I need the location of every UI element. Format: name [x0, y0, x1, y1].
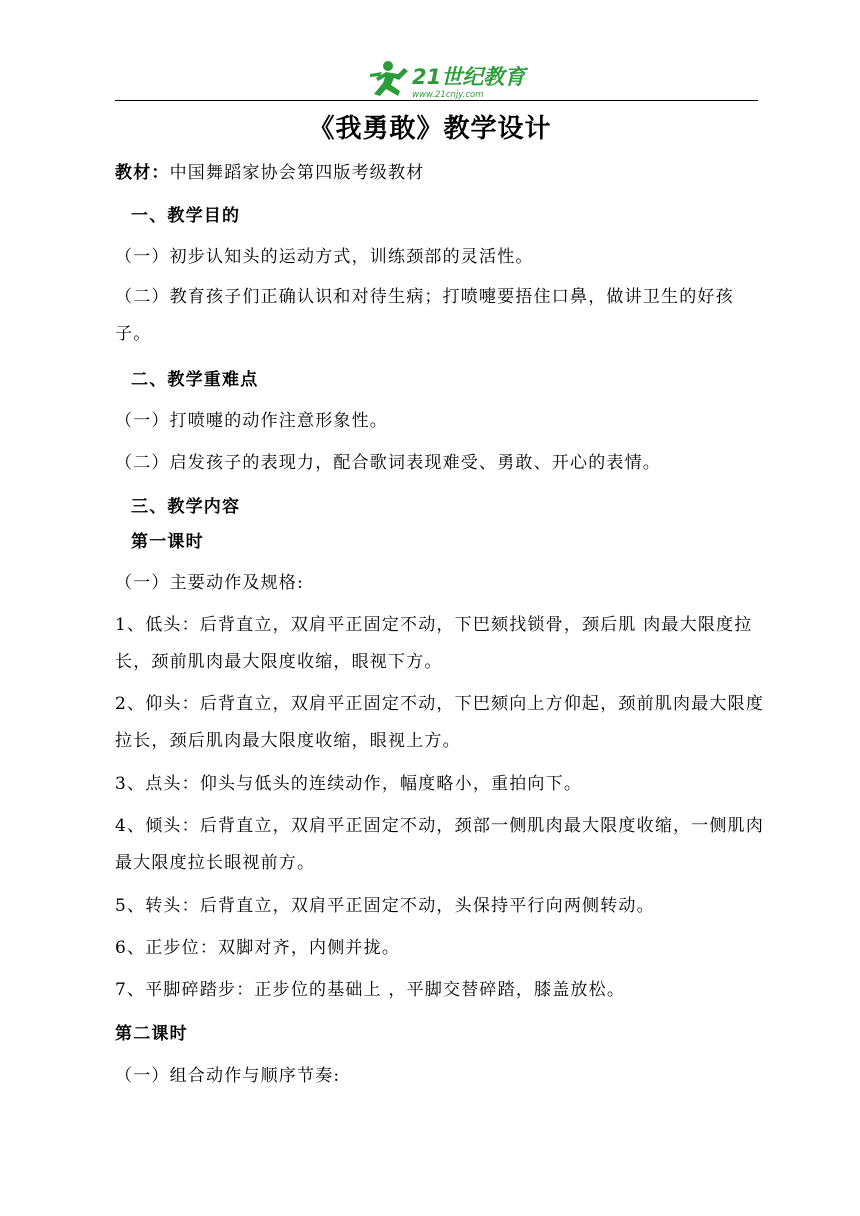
logo-url: www.21cnjy.com — [412, 90, 484, 100]
objective-item-2: （二）教育孩子们正确认识和对待生病；打喷嚏要捂住口鼻，做讲卫生的好孩子。 — [115, 287, 734, 344]
page-header — [115, 58, 758, 102]
material-line — [115, 163, 424, 183]
lesson-2-subheading: （一）组合动作与顺序节奏: — [115, 1066, 341, 1086]
page-title: 《我勇敢》教学设计 — [308, 114, 552, 144]
move-item-6: 6、正步位：双脚对齐，内侧并拢。 — [115, 938, 401, 958]
move-item-5: 5、转头：后背直立，双肩平正固定不动，头保持平行向两侧转动。 — [115, 896, 655, 916]
move-item-1: 1、低头：后背直立，双肩平正固定不动，下巴颏找锁骨，颈后肌 肉最大限度拉长，颈前肌肉最大限度收缩，眼视下方。 — [115, 615, 753, 672]
lesson-1-heading: 第一课时 — [131, 532, 204, 552]
move-item-7: 7、平脚碎踏步：正步位的基础上 ，平脚交替碎踏，膝盖放松。 — [115, 980, 626, 1000]
site-logo — [368, 58, 528, 100]
objective-item-1: （一）初步认知头的运动方式，训练颈部的灵活性。 — [115, 247, 534, 267]
logo-text: 21世纪教育 — [412, 65, 526, 89]
section-heading-3: 三、教学内容 — [131, 497, 241, 517]
running-man-icon — [370, 61, 408, 96]
difficulty-item-1: （一）打喷嚏的动作注意形象性。 — [115, 411, 388, 431]
material-value: 中国舞蹈家协会第四版考级教材 — [169, 163, 425, 183]
section-heading-2: 二、教学重难点 — [131, 370, 259, 390]
header-rule — [115, 100, 758, 101]
material-label: 教材： — [115, 163, 170, 183]
move-item-3: 3、点头：仰头与低头的连续动作，幅度略小，重拍向下。 — [115, 774, 583, 794]
lesson-2-heading: 第二课时 — [115, 1024, 188, 1044]
lesson-1-subheading: （一）主要动作及规格: — [115, 573, 304, 593]
move-item-2: 2、仰头：后背直立，双肩平正固定不动，下巴颏向上方仰起，颈前肌肉最大限度拉长，颈后肌肉最大限度收缩，眼视上方。 — [115, 694, 765, 751]
move-item-4: 4、倾头：后背直立，双肩平正固定不动，颈部一侧肌肉最大限度收缩，一侧肌肉最大限度拉长眼视前方。 — [115, 816, 765, 873]
section-heading-1: 一、教学目的 — [131, 206, 241, 226]
difficulty-item-2: （二）启发孩子的表现力，配合歌词表现难受、勇敢、开心的表情。 — [115, 453, 661, 473]
